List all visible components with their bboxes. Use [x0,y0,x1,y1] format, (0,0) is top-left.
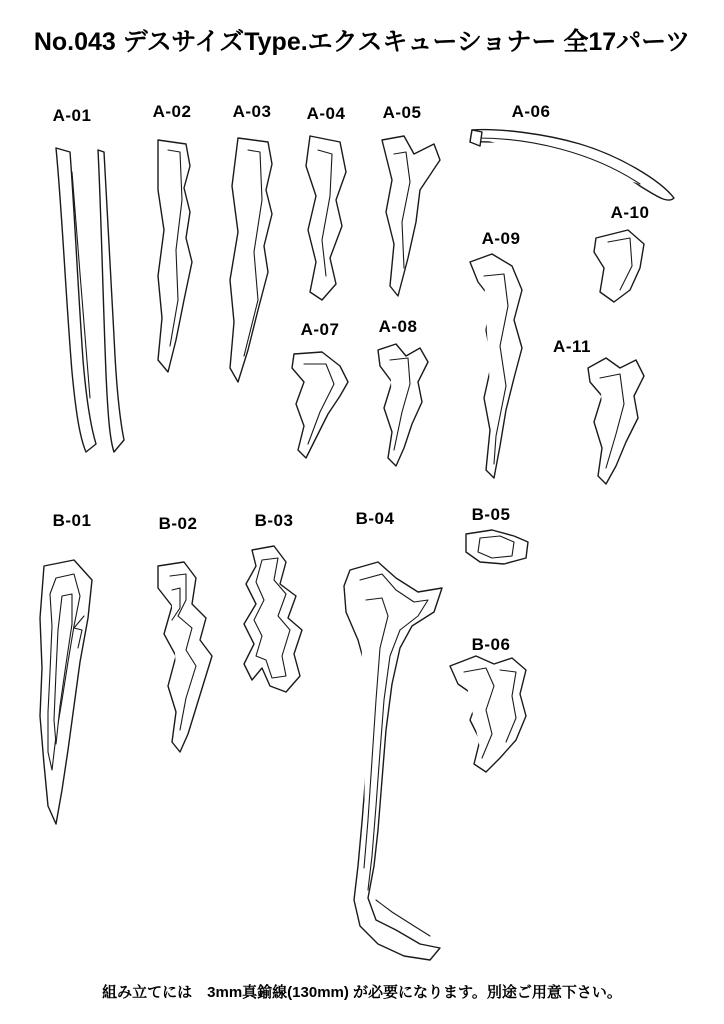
part-shape-a-08-inner [390,358,410,450]
part-shape-a-09 [470,254,522,478]
part-shape-a-07 [292,352,348,458]
part-shape-a-06-tail [470,130,482,146]
part-shape-b-06-inner2 [500,670,516,742]
part-label-a-09: A-09 [481,229,521,248]
part-shape-b-04-inner1 [360,574,428,890]
part-label-b-02: B-02 [158,514,198,533]
part-label-a-10: A-10 [610,203,650,222]
part-shape-b-05 [466,530,528,564]
part-shape-b-06-inner1 [464,668,494,758]
part-label-a-07: A-07 [300,320,340,339]
part-shape-b-04-inner2 [364,598,388,868]
part-shape-b-02 [158,562,212,752]
part-shape-a-03 [230,138,272,382]
part-shape-a-04 [306,136,346,300]
part-shape-a-02 [158,140,192,372]
part-shape-a-01-inner [72,172,90,398]
part-shape-a-07-inner [304,364,334,444]
part-shape-b-01 [40,560,92,824]
part-shape-a-11-inner [600,374,624,468]
part-shape-b-01-notch [74,616,84,648]
part-shape-b-04 [344,562,442,960]
part-shape-b-03-inner [254,558,290,678]
part-label-a-05: A-05 [382,103,422,122]
part-shape-a-06 [470,130,674,200]
part-label-b-06: B-06 [471,635,511,654]
part-shape-b-01-cut2 [54,594,72,744]
part-shape-b-02-inner1 [170,574,196,730]
assembly-note: 組み立てには 3mm真鍮線(130mm) が必要になります。別途ご用意下さい。 [102,984,622,1001]
part-label-b-04: B-04 [355,509,395,528]
part-label-a-03: A-03 [232,102,272,121]
part-label-a-11: A-11 [553,337,591,356]
part-label-a-04: A-04 [306,104,346,123]
part-shape-a-03-inner [244,150,262,356]
part-shape-a-10 [594,230,644,302]
part-shape-b-04-inner3 [376,900,430,936]
part-shape-b-05-inner [478,536,514,558]
part-label-b-03: B-03 [254,511,294,530]
part-shape-a-02-inner [168,150,182,346]
part-label-a-01: A-01 [52,106,92,125]
part-shape-a-06-inner [478,138,640,184]
part-shape-a-10-inner [608,238,632,290]
part-shape-a-05 [382,136,440,296]
part-shape-b-02-inner2 [172,588,180,620]
part-shape-a-01-left [56,148,96,452]
part-label-b-05: B-05 [471,505,511,524]
part-label-b-01: B-01 [52,511,92,530]
part-shape-a-05-inner [394,152,410,268]
part-shape-b-03 [244,546,302,692]
part-shape-a-04-inner [318,150,332,276]
page-title: No.043 デスサイズType.エクスキューショナー 全17パーツ [33,28,691,56]
part-label-a-06: A-06 [511,102,551,121]
part-shape-b-01-cut1 [48,574,80,770]
part-label-a-02: A-02 [152,102,192,121]
part-shape-a-08 [378,344,428,466]
part-shape-b-06 [450,656,526,772]
part-shape-a-01-right [98,150,124,452]
part-shape-a-09-inner [484,274,508,464]
part-label-a-08: A-08 [378,317,418,336]
part-shape-a-11 [588,358,644,484]
